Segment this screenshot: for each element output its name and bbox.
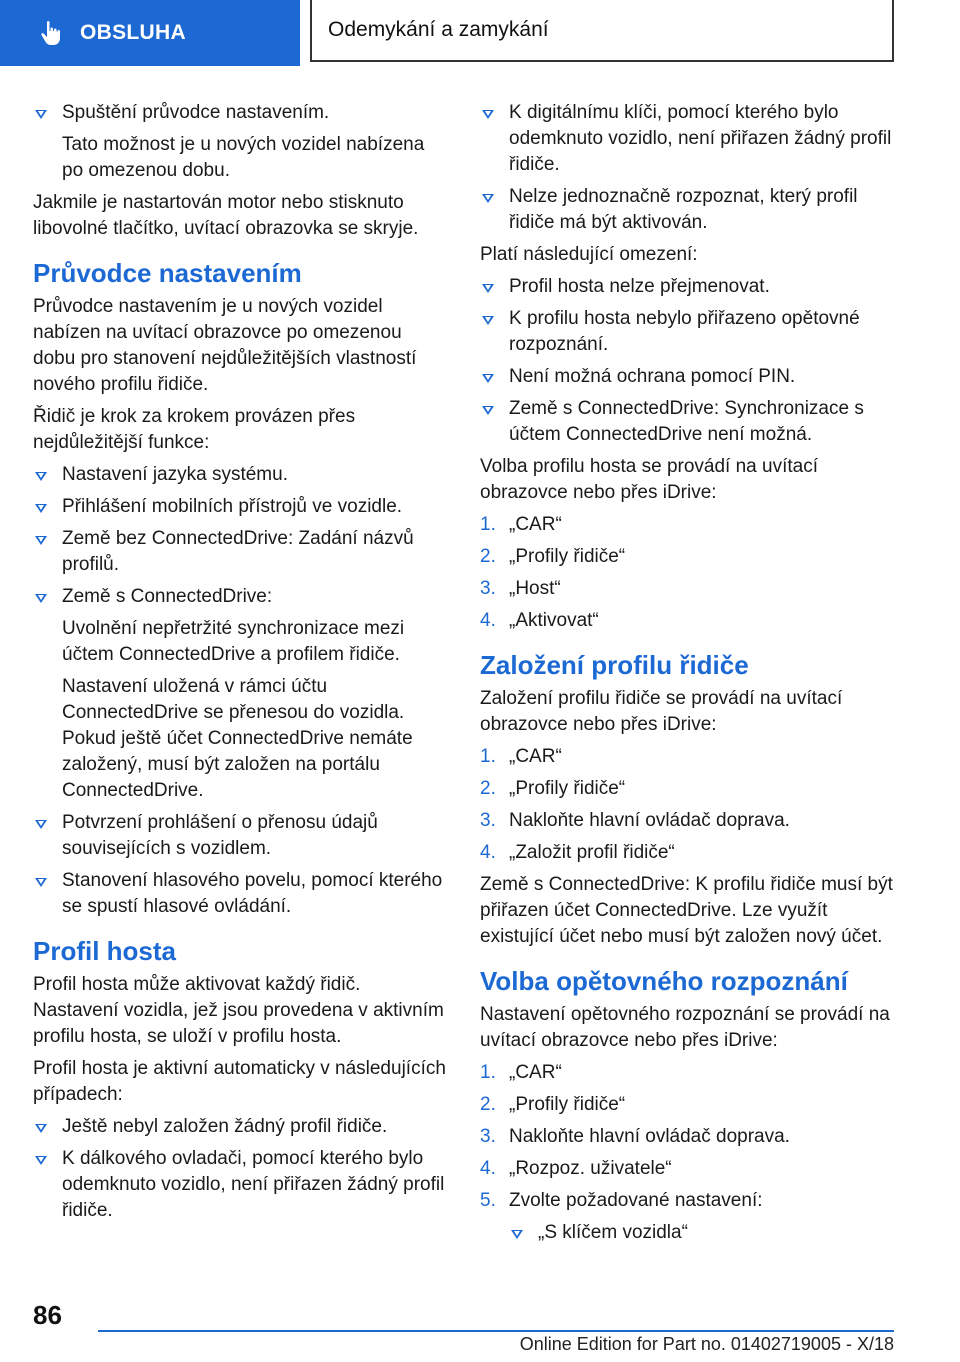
list-item: Nastavení jazyka systému. xyxy=(33,462,448,488)
paragraph: Profil hosta může aktivovat každý řidič. Nastavení vozidla, jež jsou provedena v aktivním profilu hosta, se uloží v profilu hosta. xyxy=(33,974,444,1047)
heading-create-profile: Založení profilu řidiče xyxy=(480,650,749,680)
list-item: Potvrzení prohlášení o přenosu údajů souvisejících s vozidlem. xyxy=(33,810,448,862)
page-number: 86 xyxy=(33,1300,62,1330)
list-item: Nelze jednoznačně rozpoznat, který profil řidiče má být aktivován. xyxy=(480,184,895,236)
paragraph: Založení profilu řidiče se provádí na uvítací obrazovce nebo přes iDrive: xyxy=(480,688,843,735)
step-item xyxy=(480,744,895,770)
step-item xyxy=(480,544,895,570)
list-item: Země s ConnectedDrive: Synchronizace s účtem ConnectedDrive není možná. xyxy=(480,396,895,448)
section-label: OBSLUHA xyxy=(80,21,186,44)
step-number: 2. xyxy=(480,1094,496,1115)
footer-divider xyxy=(98,1330,894,1332)
paragraph: Profil hosta je aktivní automaticky v následujících případech: xyxy=(33,1058,446,1105)
step-number: 5. xyxy=(480,1190,496,1211)
paragraph: Země s ConnectedDrive: K profilu řidiče musí být přiřazen účet ConnectedDrive. Lze využít existující účet nebo musí být založen nový účet. xyxy=(480,874,893,947)
section-tab[interactable] xyxy=(0,0,300,66)
step-item xyxy=(480,1060,895,1086)
list-item: „S klíčem vozidla“ xyxy=(509,1220,895,1246)
list-item: Spuštění průvodce nastavením. xyxy=(33,100,448,126)
step-number: 3. xyxy=(480,578,496,599)
step-number: 4. xyxy=(480,1158,496,1179)
paragraph: Platí následující omezení: xyxy=(480,244,698,265)
step-item xyxy=(480,776,895,802)
step-item xyxy=(480,1092,895,1118)
step-number: 1. xyxy=(480,746,496,767)
step-number: 1. xyxy=(480,1062,496,1083)
right-column xyxy=(480,100,895,1252)
step-text: Nakloňte hlavní ovládač doprava. xyxy=(509,810,790,831)
step-text: „Aktivovat“ xyxy=(509,610,599,631)
step-number: 4. xyxy=(480,610,496,631)
list-item: Není možná ochrana pomocí PIN. xyxy=(480,364,895,390)
list-item: Země s ConnectedDrive: xyxy=(33,584,448,610)
list-item: Přihlášení mobilních přístrojů ve vozidle. xyxy=(33,494,448,520)
step-item xyxy=(480,1156,895,1182)
list-item: Ještě nebyl založen žádný profil řidiče. xyxy=(33,1114,448,1140)
paragraph: Jakmile je nastartován motor nebo stisknuto libovolné tlačítko, uvítací obrazovka se skryje. xyxy=(33,192,419,239)
step-number: 2. xyxy=(480,546,496,567)
left-column xyxy=(33,100,448,1230)
heading-setup-guide: Průvodce nastavením xyxy=(33,258,302,288)
step-number: 3. xyxy=(480,810,496,831)
list-item: K profilu hosta nebylo přiřazeno opětovné rozpoznání. xyxy=(480,306,895,358)
paragraph: Volba profilu hosta se provádí na uvítací obrazovce nebo přes iDrive: xyxy=(480,456,818,503)
step-text: „Profily řidiče“ xyxy=(509,778,626,799)
step-item xyxy=(480,808,895,834)
list-item-detail: Nastavení uložená v rámci účtu ConnectedDrive se přenesou do vozidla. Pokud ještě účet ConnectedDrive nemáte založený, musí být založen na portálu ConnectedDrive. xyxy=(62,676,413,801)
step-item xyxy=(480,576,895,602)
step-text: „CAR“ xyxy=(509,746,562,767)
step-text: Nakloňte hlavní ovládač doprava. xyxy=(509,1126,790,1147)
step-text: „Rozpoz. uživatele“ xyxy=(509,1158,672,1179)
step-number: 3. xyxy=(480,1126,496,1147)
paragraph: Nastavení opětovného rozpoznání se provádí na uvítací obrazovce nebo přes iDrive: xyxy=(480,1004,890,1051)
list-item: K digitálnímu klíči, pomocí kterého bylo odemknuto vozidlo, není přiřazen žádný profil řidiče. xyxy=(480,100,895,178)
chapter-title: Odemykání a zamykání xyxy=(310,0,894,62)
paragraph: Průvodce nastavením je u nových vozidel nabízen na uvítací obrazovce po omezenou dobu pro stanovení nejdůležitějších vlastností nového profilu řidiče. xyxy=(33,296,417,395)
step-text: „Založit profil řidiče“ xyxy=(509,842,675,863)
step-text: „CAR“ xyxy=(509,1062,562,1083)
step-text: „Profily řidiče“ xyxy=(509,1094,626,1115)
step-number: 4. xyxy=(480,842,496,863)
paragraph: Řidič je krok za krokem provázen přes nejdůležitější funkce: xyxy=(33,406,356,453)
hand-pointer-icon xyxy=(40,19,62,47)
step-item xyxy=(480,1124,895,1150)
step-number: 1. xyxy=(480,514,496,535)
step-text: „Host“ xyxy=(509,578,561,599)
list-item-detail: Tato možnost je u nových vozidel nabízena po omezenou dobu. xyxy=(62,134,425,181)
heading-recognition: Volba opětovného rozpoznání xyxy=(480,966,848,996)
list-item-detail: Uvolnění nepřetržité synchronizace mezi účtem ConnectedDrive a profilem řidiče. xyxy=(62,618,405,665)
step-text: „Profily řidiče“ xyxy=(509,546,626,567)
page-header xyxy=(0,0,960,66)
step-text: „CAR“ xyxy=(509,514,562,535)
step-text: Zvolte požadované nastavení: xyxy=(509,1190,763,1211)
list-item: Profil hosta nelze přejmenovat. xyxy=(480,274,895,300)
step-item xyxy=(480,840,895,866)
step-number: 2. xyxy=(480,778,496,799)
step-item xyxy=(480,512,895,538)
list-item: Země bez ConnectedDrive: Zadání názvů profilů. xyxy=(33,526,448,578)
step-item xyxy=(480,608,895,634)
footer-edition: Online Edition for Part no. 01402719005 - X/18 xyxy=(519,1334,894,1354)
list-item: K dálkového ovladači, pomocí kterého bylo odemknuto vozidlo, není přiřazen žádný profil řidiče. xyxy=(33,1146,448,1224)
heading-guest-profile: Profil hosta xyxy=(33,936,177,966)
step-item xyxy=(480,1188,895,1214)
list-item: Stanovení hlasového povelu, pomocí kterého se spustí hlasové ovládání. xyxy=(33,868,448,920)
